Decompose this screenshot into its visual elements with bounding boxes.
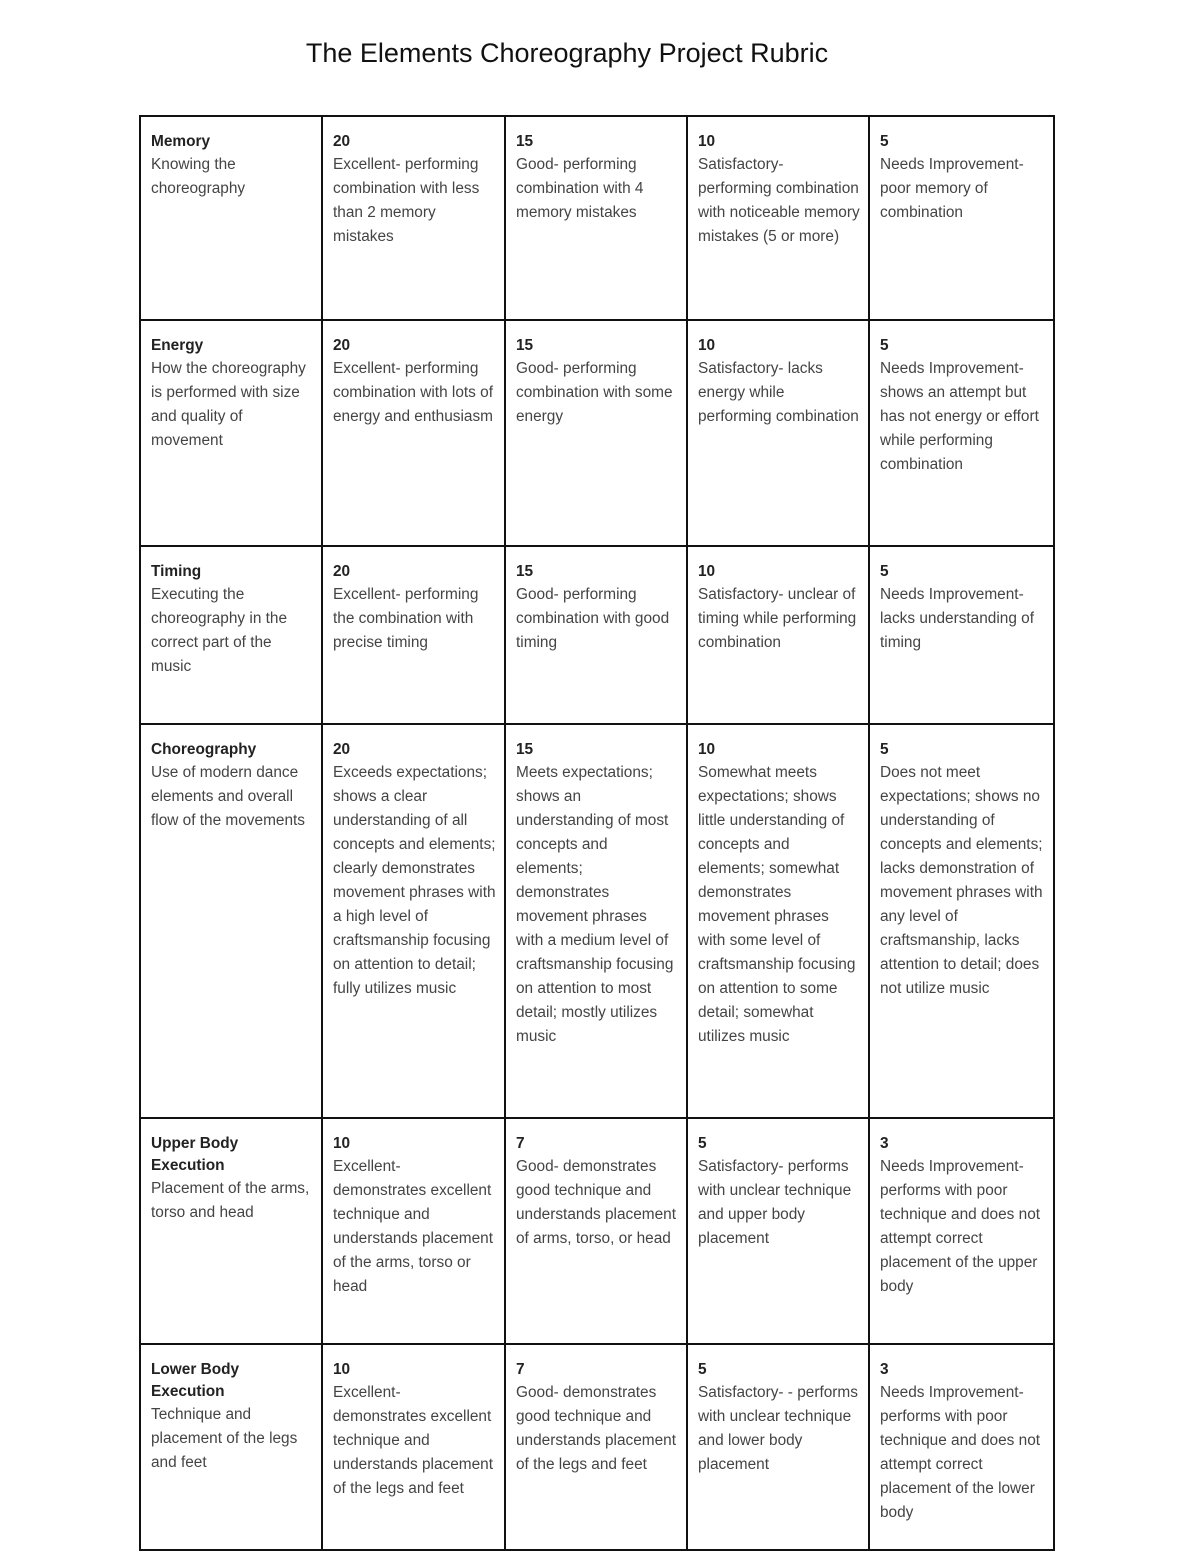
criterion-name: Timing: [151, 563, 202, 580]
level-description: Exceeds expectations; shows a clear understanding of all concepts and elements; clearly demonstrates movement phrases with a high level of craftsmanship focusing on attention to detail; fully utilizes music: [333, 764, 496, 997]
criterion-name: Energy: [151, 337, 204, 354]
level-description: Satisfactory- - performs with unclear technique and lower body placement: [698, 1384, 858, 1473]
level-cell: [687, 724, 869, 1118]
table-row: [140, 546, 1054, 724]
rubric-table: [139, 115, 1055, 1551]
level-score: 5: [698, 1361, 707, 1378]
level-cell: [505, 116, 687, 320]
level-score: 7: [516, 1361, 525, 1378]
level-cell: [869, 1118, 1054, 1344]
level-cell: [505, 724, 687, 1118]
level-score: 10: [698, 337, 716, 354]
page-title: The Elements Choreography Project Rubric: [305, 38, 829, 68]
level-description: Good- performing combination with some energy: [516, 360, 673, 425]
level-description: Satisfactory- unclear of timing while performing combination: [698, 586, 857, 651]
level-cell: [322, 116, 505, 320]
table-row: [140, 320, 1054, 546]
table-row: [140, 116, 1054, 320]
level-score: 20: [333, 741, 351, 758]
level-description: Excellent- demonstrates excellent technique and understands placement of the legs and feet: [333, 1384, 493, 1497]
level-description: Good- performing combination with good timing: [516, 586, 670, 651]
criterion-name: Choreography: [151, 741, 257, 758]
level-cell: [322, 1344, 505, 1550]
level-description: Needs Improvement- shows an attempt but has not energy or effort while performing combination: [880, 360, 1039, 473]
level-score: 15: [516, 741, 534, 758]
criterion-cell: [140, 116, 322, 320]
level-description: Good- demonstrates good technique and understands placement of arms, torso, or head: [516, 1158, 676, 1247]
level-description: Needs Improvement- performs with poor technique and does not attempt correct placement of the upper body: [880, 1158, 1041, 1295]
level-description: Needs Improvement- performs with poor technique and does not attempt correct placement of the lower body: [880, 1384, 1041, 1521]
criterion-cell: [140, 546, 322, 724]
level-cell: [505, 1118, 687, 1344]
criterion-description: How the choreography is performed with size and quality of movement: [151, 360, 306, 449]
level-score: 3: [880, 1361, 889, 1378]
level-score: 15: [516, 337, 534, 354]
criterion-description: Technique and placement of the legs and feet: [151, 1406, 298, 1471]
level-description: Does not meet expectations; shows no understanding of concepts and elements; lacks demonstration of movement phrases with any level of craftsmanship, lacks attention to detail; does not utilize music: [880, 764, 1043, 997]
level-score: 10: [698, 133, 716, 150]
level-description: Meets expectations; shows an understanding of most concepts and elements; demonstrates movement phrases with a medium level of craftsmanship focusing on attention to most detail; mostly utilizes music: [516, 764, 674, 1045]
criterion-description: Knowing the choreography: [151, 156, 246, 197]
criterion-cell: [140, 320, 322, 546]
level-description: Excellent- demonstrates excellent technique and understands placement of the arms, torso or head: [333, 1158, 493, 1295]
criterion-cell: [140, 1118, 322, 1344]
criterion-name: Upper Body Execution: [151, 1135, 239, 1174]
criterion-description: Placement of the arms, torso and head: [151, 1180, 310, 1221]
criterion-cell: [140, 724, 322, 1118]
level-cell: [505, 320, 687, 546]
level-cell: [687, 320, 869, 546]
level-cell: [322, 320, 505, 546]
table-row: [140, 1118, 1054, 1344]
level-cell: [687, 116, 869, 320]
level-cell: [869, 546, 1054, 724]
level-score: 5: [880, 563, 889, 580]
criterion-name: Lower Body Execution: [151, 1361, 240, 1400]
level-cell: [869, 1344, 1054, 1550]
criterion-description: Use of modern dance elements and overall flow of the movements: [151, 764, 305, 829]
level-score: 20: [333, 563, 351, 580]
level-score: 5: [880, 133, 889, 150]
criterion-cell: [140, 1344, 322, 1550]
level-description: Somewhat meets expectations; shows little understanding of concepts and elements; somewhat demonstrates movement phrases with some level of craftsmanship focusing on attention to some detail; somewhat utilizes music: [698, 764, 856, 1045]
level-cell: [869, 320, 1054, 546]
level-cell: [322, 1118, 505, 1344]
criterion-name: Memory: [151, 133, 211, 150]
level-description: Excellent- performing combination with lots of energy and enthusiasm: [333, 360, 493, 425]
level-description: Good- performing combination with 4 memory mistakes: [516, 156, 644, 221]
level-score: 10: [333, 1135, 351, 1152]
level-description: Satisfactory- lacks energy while performing combination: [698, 360, 859, 425]
level-description: Excellent- performing combination with less than 2 memory mistakes: [333, 156, 480, 245]
level-cell: [687, 1118, 869, 1344]
level-score: 20: [333, 337, 351, 354]
level-cell: [869, 724, 1054, 1118]
table-row: [140, 1344, 1054, 1550]
table-row: [140, 724, 1054, 1118]
criterion-description: Executing the choreography in the correct part of the music: [151, 586, 288, 675]
level-cell: [869, 116, 1054, 320]
level-cell: [505, 546, 687, 724]
level-score: 7: [516, 1135, 525, 1152]
level-description: Good- demonstrates good technique and understands placement of the legs and feet: [516, 1384, 676, 1473]
level-cell: [687, 546, 869, 724]
level-score: 10: [698, 741, 716, 758]
level-cell: [322, 724, 505, 1118]
level-score: 5: [698, 1135, 707, 1152]
level-score: 10: [698, 563, 716, 580]
level-score: 5: [880, 741, 889, 758]
level-description: Satisfactory- performing combination with noticeable memory mistakes (5 or more): [698, 156, 860, 245]
level-description: Satisfactory- performs with unclear technique and upper body placement: [698, 1158, 852, 1247]
level-score: 5: [880, 337, 889, 354]
level-description: Excellent- performing the combination with precise timing: [333, 586, 479, 651]
level-description: Needs Improvement- lacks understanding of timing: [880, 586, 1035, 651]
level-score: 15: [516, 563, 534, 580]
level-cell: [505, 1344, 687, 1550]
level-score: 10: [333, 1361, 351, 1378]
level-cell: [687, 1344, 869, 1550]
level-description: Needs Improvement- poor memory of combination: [880, 156, 1024, 221]
level-score: 15: [516, 133, 534, 150]
level-score: 3: [880, 1135, 889, 1152]
level-score: 20: [333, 133, 351, 150]
level-cell: [322, 546, 505, 724]
